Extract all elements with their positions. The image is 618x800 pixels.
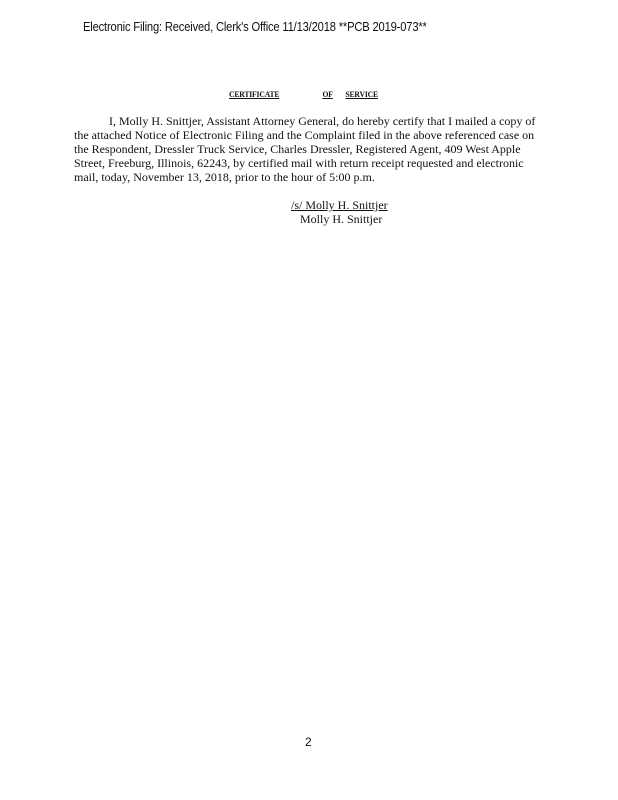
certificate-title-word-1: CERTIFICATE	[229, 89, 280, 99]
page-number: 2	[305, 735, 312, 749]
electronic-filing-stamp: Electronic Filing: Received, Clerk's Office 11/13/2018 **PCB 2019-073**	[83, 19, 427, 34]
body-line: the attached Notice of Electronic Filing and the Complaint filed in the above referenced case on	[74, 128, 535, 142]
body-line: Street, Freeburg, Illinois, 62243, by certified mail with return receipt requested and electronic	[74, 156, 524, 170]
electronic-signature: /s/ Molly H. Snittjer	[291, 198, 388, 212]
certificate-body	[74, 114, 594, 184]
certificate-title-word-3: SERVICE	[345, 89, 378, 99]
signer-name: Molly H. Snittjer	[300, 212, 383, 226]
body-line: the Respondent, Dressler Truck Service, Charles Dressler, Registered Agent, 409 West Apple	[74, 142, 521, 156]
body-line: I, Molly H. Snittjer, Assistant Attorney General, do hereby certify that I mailed a copy of	[109, 114, 536, 128]
body-line: mail, today, November 13, 2018, prior to the hour of 5:00 p.m.	[74, 170, 375, 184]
certificate-title	[229, 89, 394, 99]
certificate-title-word-2: OF	[322, 89, 333, 99]
